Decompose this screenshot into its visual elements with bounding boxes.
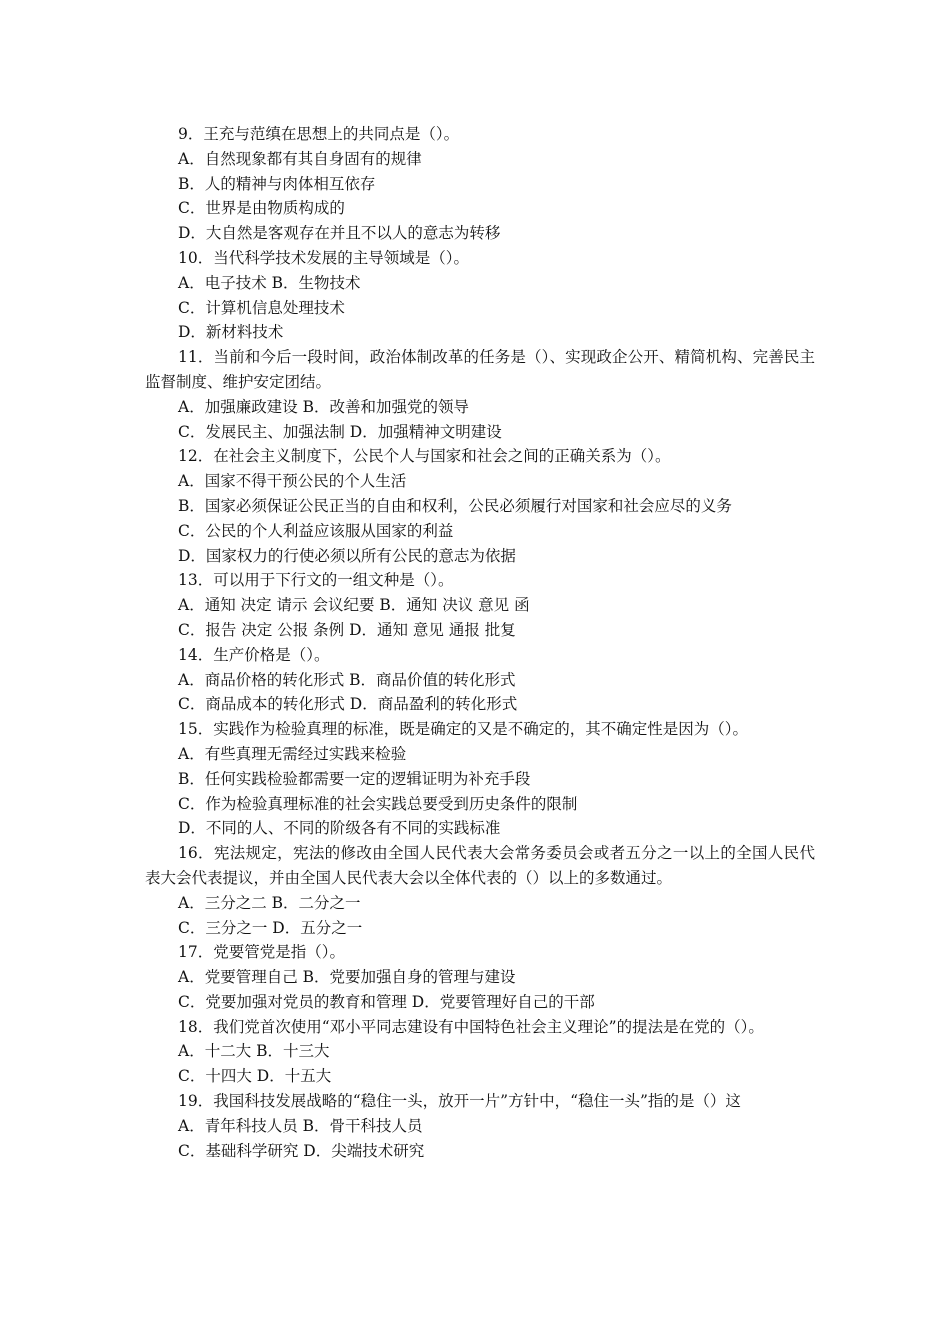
text-line: C．计算机信息处理技术 xyxy=(178,298,345,317)
text-line: A．通知 决定 请示 会议纪要 B．通知 决议 意见 函 xyxy=(178,596,530,615)
text-line: 13．可以用于下行文的一组文种是（）。 xyxy=(178,571,454,590)
text-line: A．加强廉政建设 B．改善和加强党的领导 xyxy=(178,397,470,416)
text-line: D．国家权力的行使必须以所有公民的意志为依据 xyxy=(178,546,516,565)
text-line: C．作为检验真理标准的社会实践总要受到历史条件的限制 xyxy=(178,794,578,813)
text-line: C．发展民主、加强法制 D．加强精神文明建设 xyxy=(178,422,502,441)
text-line: 14．生产价格是（）。 xyxy=(178,645,330,664)
question-paragraph: 16．宪法规定，宪法的修改由全国人民代表大会常务委员会或者五分之一以上的全国人民代表大会代表提议，并由全国人民代表大会以全体代表的（）以上的多数通过。 xyxy=(145,844,815,887)
text-line: 17．党要管党是指（）。 xyxy=(178,943,345,962)
text-line: A．国家不得干预公民的个人生活 xyxy=(178,472,407,491)
text-line: A．有些真理无需经过实践来检验 xyxy=(178,744,407,763)
question-paragraph: 19．我国科技发展战略的“稳住一头，放开一片”方针中，“稳住一头”指的是（）这 xyxy=(178,1092,741,1111)
text-line: 10．当代科学技术发展的主导领域是（）。 xyxy=(178,248,469,267)
text-line: A．自然现象都有其自身固有的规律 xyxy=(178,149,422,168)
text-line: D．新材料技术 xyxy=(178,323,284,342)
text-line: A．商品价格的转化形式 B．商品价值的转化形式 xyxy=(178,670,516,689)
text-line: 15．实践作为检验真理的标准，既是确定的又是不确定的，其不确定性是因为（）。 xyxy=(178,720,748,739)
question-paragraph: 18．我们党首次使用“邓小平同志建设有中国特色社会主义理论”的提法是在党的（）。 xyxy=(178,1017,764,1036)
question-paragraph: 11．当前和今后一段时间，政治体制改革的任务是（）、实现政企公开、精简机构、完善民主监督制度、维护安定团结。 xyxy=(145,348,815,391)
text-line: C．商品成本的转化形式 D．商品盈利的转化形式 xyxy=(178,695,518,714)
text-line: B．任何实践检验都需要一定的逻辑证明为补充手段 xyxy=(178,769,531,788)
text-line: B．人的精神与肉体相互依存 xyxy=(178,174,376,193)
text-line: C．报告 决定 公报 条例 D．通知 意见 通报 批复 xyxy=(178,620,516,639)
text-line: 9．王充与范缜在思想上的共同点是（）。 xyxy=(178,125,460,143)
text-line: C．基础科学研究 D．尖端技术研究 xyxy=(178,1141,425,1160)
text-line: A．十二大 B．十三大 xyxy=(178,1042,330,1061)
text-line: C．党要加强对党员的教育和管理 D．党要管理好自己的干部 xyxy=(178,992,595,1011)
text-line: C．三分之一 D．五分之一 xyxy=(178,918,363,937)
text-line: B．国家必须保证公民正当的自由和权利，公民必须履行对国家和社会应尽的义务 xyxy=(178,496,732,515)
document-body xyxy=(145,122,815,1163)
text-line: A．党要管理自己 B．党要加强自身的管理与建设 xyxy=(178,968,516,987)
text-line: C．世界是由物质构成的 xyxy=(178,199,345,218)
text-line: D．大自然是客观存在并且不以人的意志为转移 xyxy=(178,224,501,243)
text-line: 12．在社会主义制度下，公民个人与国家和社会之间的正确关系为（）。 xyxy=(178,447,671,466)
text-line: A．青年科技人员 B．骨干科技人员 xyxy=(178,1116,423,1135)
text-line: C．公民的个人利益应该服从国家的利益 xyxy=(178,521,454,540)
text-line: D．不同的人、不同的阶级各有不同的实践标准 xyxy=(178,819,501,838)
text-line: A．三分之二 B．二分之一 xyxy=(178,893,361,912)
text-line: A．电子技术 B．生物技术 xyxy=(178,273,361,292)
text-line: C．十四大 D．十五大 xyxy=(178,1067,332,1086)
